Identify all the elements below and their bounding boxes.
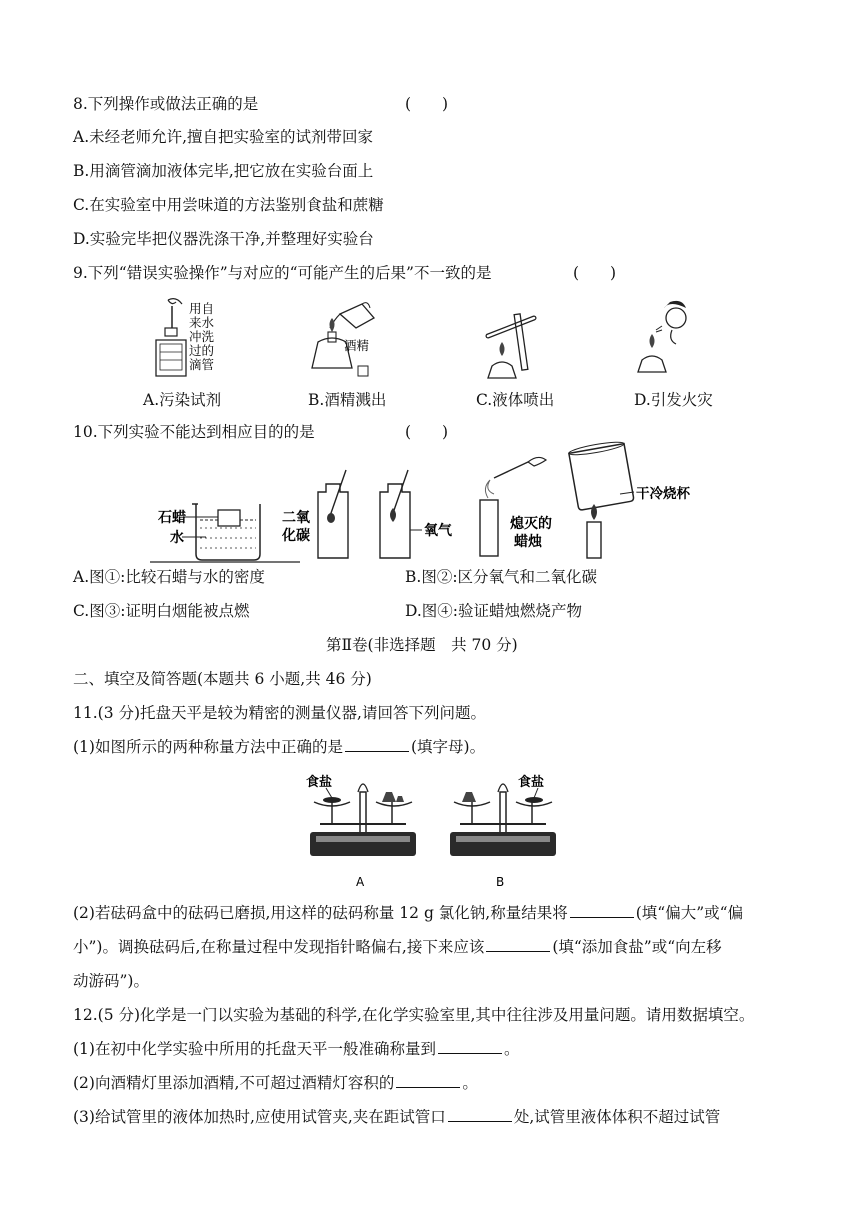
q8-option-b: B.用滴管滴加液体完毕,把它放在实验台面上 [73, 162, 374, 180]
q9-fig-b-label: 酒精 [344, 338, 370, 353]
q11-p2-blank-1[interactable] [570, 903, 634, 918]
q11-stem: 11.(3 分)托盘天平是较为精密的测量仪器,请回答下列问题。 [73, 704, 486, 722]
q9-caption-b: B.酒精溅出 [308, 391, 387, 409]
q10-answer-paren: ( ) [405, 423, 449, 441]
q11-p2-text-b: (填“偏大”或“偏 [635, 904, 744, 922]
q11-p2-text-c: 小”)。调换砝码后,在称量过程中发现指针略偏右,接下来应该 [73, 938, 485, 956]
q9-caption-d: D.引发火灾 [634, 391, 713, 409]
q9-fig-a-text-2: 来水 [189, 315, 215, 330]
q10-stem: 10.下列实验不能达到相应目的的是 [73, 423, 315, 441]
q12-p1-blank[interactable] [438, 1039, 502, 1054]
q9-fig-a-text-5: 滴管 [189, 357, 215, 372]
q12-p1-text-b: 。 [503, 1040, 520, 1058]
q11-p2-blank-2[interactable] [486, 937, 550, 952]
q11-balance-a-salt-label: 食盐 [306, 775, 333, 790]
section-heading: 二、填空及简答题(本题共 6 小题,共 46 分) [73, 670, 372, 688]
q10-figure-2-co2-bottle [281, 470, 348, 558]
q8-option-a: A.未经老师允许,擅自把实验室的试剂带回家 [73, 128, 374, 146]
q10-option-b: B.图②:区分氧气和二氧化碳 [405, 568, 598, 586]
q12-p2-blank[interactable] [396, 1073, 460, 1088]
q10-label-co2-2: 化碳 [282, 528, 310, 544]
q11-p1-text-a: (1)如图所示的两种称量方法中正确的是 [73, 738, 343, 756]
q9-figure-a-dropper-bottle [148, 296, 228, 382]
q8-option-c: C.在实验室中用尝味道的方法鉴别食盐和蔗糖 [73, 196, 384, 214]
q9-caption-c: C.液体喷出 [476, 391, 555, 409]
q9-caption-a: A.污染试剂 [143, 391, 222, 409]
q12-p3-blank[interactable] [448, 1107, 512, 1122]
q12-p3-text-a: (3)给试管里的液体加热时,应使用试管夹,夹在距试管口 [73, 1108, 446, 1126]
q10-figure-3-oxygen-bottle [380, 470, 453, 558]
q11-p2-text-a: (2)若砝码盒中的砝码已磨损,用这样的砝码称量 12 g 氯化钠,称量结果将 [73, 904, 568, 922]
q9-fig-a-text-3: 冲洗 [189, 329, 215, 344]
q10-label-water: 水 [170, 530, 184, 546]
q12-p2-text-b: 。 [462, 1074, 478, 1092]
q8-option-d: D.实验完毕把仪器洗涤干净,并整理好实验台 [73, 230, 374, 248]
q12-part-2 [73, 1073, 478, 1093]
q11-balance-b-letter: B [496, 875, 505, 889]
q8-answer-paren: ( ) [405, 95, 449, 113]
q10-label-extinct-2: 蜡烛 [514, 534, 542, 550]
q11-part-2-line-1 [73, 903, 743, 923]
q9-figure-c-heating-tube [478, 306, 544, 382]
q10-option-d: D.图④:验证蜡烛燃烧产物 [405, 602, 583, 620]
q10-figure-5-cold-beaker [568, 440, 690, 558]
q10-label-co2-1: 二氧 [282, 510, 310, 526]
q9-figure-d-blow-lamp [636, 300, 698, 382]
q10-figure-1-beaker [150, 504, 300, 562]
q11-balance-b [450, 774, 556, 889]
q11-part-2-line-3: 动游码”)。 [73, 972, 149, 990]
q12-stem: 12.(5 分)化学是一门以实验为基础的科学,在化学实验室里,其中往往涉及用量问题。请用数据填空。 [73, 1006, 755, 1024]
q10-label-cold-beaker: 干冷烧杯 [636, 486, 690, 502]
q11-part-1 [73, 737, 485, 757]
q9-fig-a-text-1: 用自 [189, 301, 215, 316]
q9-figure-b-alcohol-lamp [300, 300, 390, 382]
q10-label-extinct-1: 熄灭的 [510, 516, 552, 532]
q11-p1-blank[interactable] [345, 737, 409, 752]
q11-balance-figure [300, 766, 570, 892]
q8-stem: 8.下列操作或做法正确的是 [73, 95, 259, 113]
q10-label-oxygen: 氧气 [424, 523, 452, 539]
q11-balance-b-salt-label: 食盐 [518, 775, 545, 790]
q9-answer-paren: ( ) [573, 264, 617, 282]
q11-balance-a [306, 774, 416, 889]
q12-part-1 [73, 1039, 519, 1059]
q10-figure-4-extinguished-candle [480, 457, 552, 556]
part2-title: 第Ⅱ卷(非选择题 共 70 分) [326, 636, 518, 654]
q12-p2-text-a: (2)向酒精灯里添加酒精,不可超过酒精灯容积的 [73, 1074, 395, 1092]
q10-option-a: A.图①:比较石蜡与水的密度 [73, 568, 265, 586]
q9-stem: 9.下列“错误实验操作”与对应的“可能产生的后果”不一致的是 [73, 264, 492, 282]
q11-part-2-line-2 [73, 937, 722, 957]
q11-balance-a-letter: A [356, 875, 365, 889]
q12-p3-text-b: 处,试管里液体体积不超过试管 [513, 1108, 721, 1126]
q10-label-paraffin: 石蜡 [158, 510, 186, 526]
q10-figure-panel [150, 440, 690, 566]
q9-fig-a-text-4: 过的 [189, 343, 215, 358]
q12-p1-text-a: (1)在初中化学实验中所用的托盘天平一般准确称量到 [73, 1040, 436, 1058]
q10-option-c: C.图③:证明白烟能被点燃 [73, 602, 250, 620]
q11-p2-text-d: (填“添加食盐”或“向左移 [552, 938, 722, 956]
q12-part-3 [73, 1107, 720, 1127]
q11-p1-text-b: (填字母)。 [410, 738, 486, 756]
